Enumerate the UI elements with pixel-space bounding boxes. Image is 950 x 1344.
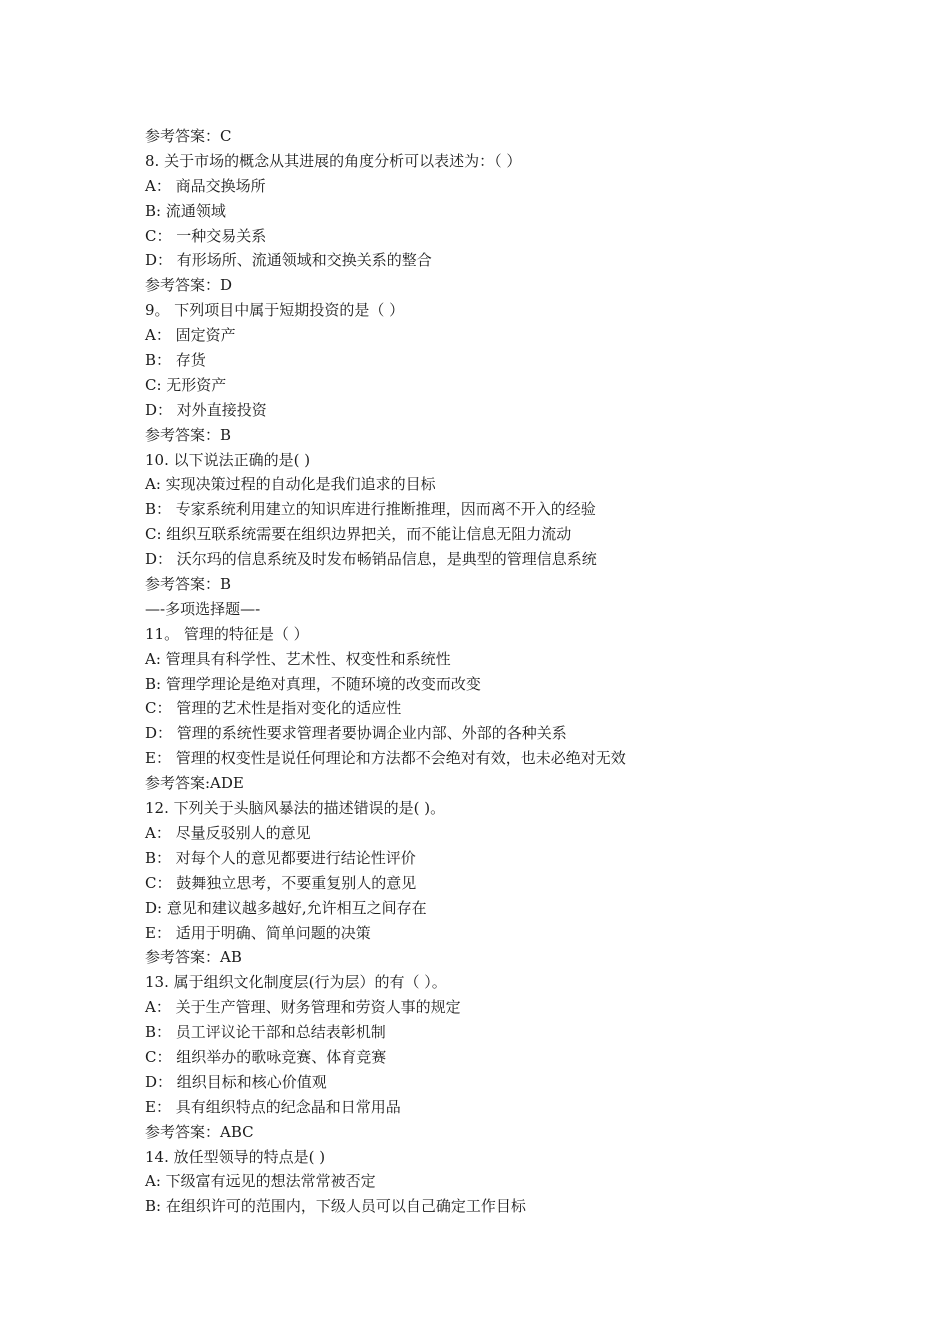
option-line: B: 流通领域 — [145, 201, 226, 220]
option-line: A： 尽量反驳别人的意见 — [145, 823, 311, 842]
answer-line: 参考答案：B — [145, 425, 232, 444]
question-line: 10. 以下说法正确的是( ) — [145, 450, 311, 469]
document-body — [145, 124, 905, 1219]
option-line: E： 适用于明确、简单问题的决策 — [145, 923, 371, 942]
question-line: 9。 下列项目中属于短期投资的是（ ） — [145, 301, 405, 320]
option-line: B： 员工评议论干部和总结表彰机制 — [145, 1023, 386, 1042]
option-line: D： 沃尔玛的信息系统及时发布畅销品信息，是典型的管理信息系统 — [145, 550, 597, 569]
question-line: 12. 下列关于头脑风暴法的描述错误的是( )。 — [145, 799, 446, 818]
answer-line: 参考答案：ABC — [145, 1122, 254, 1141]
option-line: A： 关于生产管理、财务管理和劳资人事的规定 — [145, 998, 461, 1017]
option-line: C： 鼓舞独立思考，不要重复别人的意见 — [145, 873, 417, 892]
question-line: 14. 放任型领导的特点是( ) — [145, 1147, 326, 1166]
option-line: D： 有形场所、流通领域和交换关系的整合 — [145, 251, 432, 270]
answer-line: 参考答案：AB — [145, 948, 242, 967]
option-line: B： 专家系统利用建立的知识库进行推断推理，因而离不开入的经验 — [145, 500, 596, 519]
section-heading: —-多项选择题—- — [145, 599, 261, 618]
option-line: C： 组织举办的歌咏竞赛、体育竞赛 — [145, 1047, 387, 1066]
option-line: A: 下级富有远见的想法常常被否定 — [145, 1172, 376, 1191]
question-line: 13. 属于组织文化制度层(行为层）的有（ ）。 — [145, 973, 447, 992]
option-line: C: 组织互联系统需要在组织边界把关，而不能让信息无阻力流动 — [145, 525, 572, 544]
question-line: 8. 关于市场的概念从其进展的角度分析可以表述为：（ ） — [145, 151, 522, 170]
option-line: D: 意见和建议越多越好,允许相互之间存在 — [145, 898, 427, 917]
answer-line: 参考答案：D — [145, 276, 233, 295]
answer-line: 参考答案：C — [145, 127, 232, 145]
option-line: A： 固定资产 — [145, 326, 236, 345]
option-line: B： 对每个人的意见都要进行结论性评价 — [145, 848, 416, 867]
answer-line: 参考答案:ADE — [145, 774, 244, 793]
option-line: C： 一种交易关系 — [145, 226, 267, 245]
option-line: D： 管理的系统性要求管理者要协调企业内部、外部的各种关系 — [145, 724, 567, 743]
option-line: A： 商品交换场所 — [145, 176, 266, 195]
option-line: B: 管理学理论是绝对真理，不随环境的改变而改变 — [145, 674, 481, 693]
option-line: A: 管理具有科学性、艺术性、权变性和系统性 — [145, 649, 451, 668]
question-line: 11。 管理的特征是（ ） — [145, 624, 309, 643]
option-line: D： 对外直接投资 — [145, 400, 267, 419]
option-line: C: 无形资产 — [145, 375, 227, 394]
option-line: E： 具有组织特点的纪念晶和日常用品 — [145, 1097, 401, 1116]
option-line: E： 管理的权变性是说任何理论和方法都不会绝对有效，也未必绝对无效 — [145, 749, 626, 768]
option-line: A: 实现决策过程的自动化是我们追求的目标 — [145, 475, 436, 494]
answer-line: 参考答案：B — [145, 575, 232, 594]
option-line: B： 存货 — [145, 351, 206, 370]
option-line: B: 在组织许可的范围内，下级人员可以自己确定工作目标 — [145, 1197, 526, 1216]
option-line: C： 管理的艺术性是指对变化的适应性 — [145, 699, 402, 718]
option-line: D： 组织目标和核心价值观 — [145, 1072, 327, 1091]
